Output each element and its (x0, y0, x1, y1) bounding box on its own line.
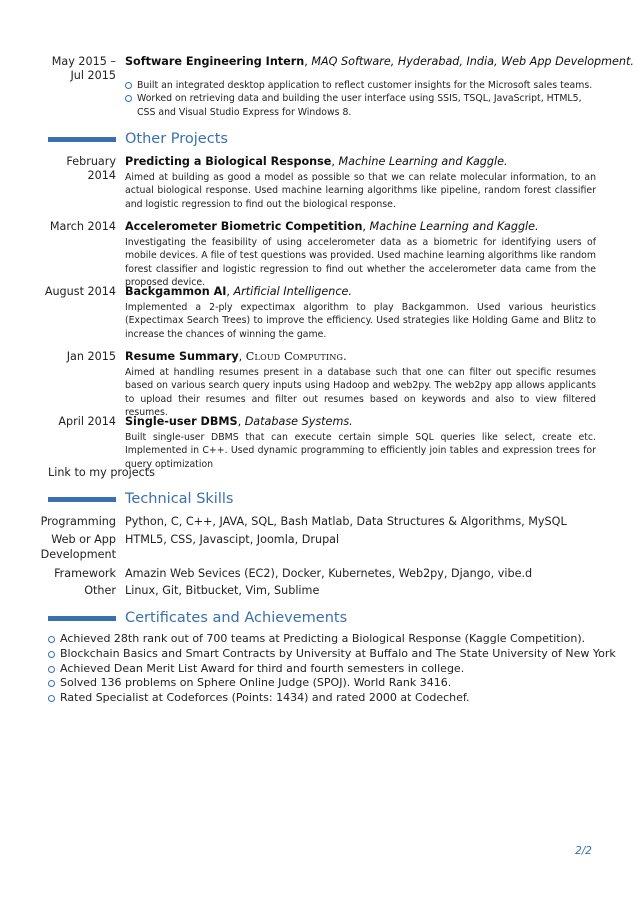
project-heading: Single-user DBMS, Database Systems. (125, 415, 353, 428)
certificates-list (48, 632, 616, 706)
section-bar (48, 616, 116, 621)
job-org: MAQ Software, Hyderabad, India, Web App Development. (311, 55, 634, 68)
cert-text: Achieved 28th rank out of 700 teams at Predicting a Biological Response (Kaggle Competition). (60, 632, 586, 645)
project-date-month: February (66, 155, 116, 168)
skill-value: HTML5, CSS, Javascipt, Joomla, Drupal (125, 533, 340, 546)
project-heading: Resume Summary, Cloud Computing. (125, 350, 347, 363)
job-bullet (125, 79, 596, 92)
job-date-end: Jul 2015 (70, 69, 116, 82)
project-subtitle: Machine Learning and Kaggle. (338, 155, 508, 168)
section-title: Technical Skills (125, 491, 234, 507)
job-heading: Software Engineering Intern, MAQ Software, Hyderabad, India, Web App Development. (125, 55, 634, 68)
skill-value: Linux, Git, Bitbucket, Vim, Sublime (125, 584, 320, 597)
cert-item (48, 691, 608, 706)
project-description: Aimed at handling resumes present in a database such that one can filter out specific resumes based on various search query inputs using Hadoop and web2py. The web2py app allows applicants to upload their resumes and filter out resumes based on keywords and also to view filtered resumes. (125, 367, 596, 418)
project-title: Backgammon AI (125, 285, 227, 298)
cert-text: Blockchain Basics and Smart Contracts by University at Buffalo and The State University of New York (60, 646, 616, 660)
project-date: April 2014 (58, 415, 116, 428)
project-title: Single-user DBMS (125, 415, 238, 428)
job-bullet-text: Built an integrated desktop application to reflect customer insights for the Microsoft sales teams. (137, 80, 593, 91)
skill-label-line: Web or App (51, 533, 116, 546)
skill-label: Programming (40, 515, 116, 528)
job-date-start: May 2015 – (51, 55, 116, 68)
project-heading: Accelerometer Biometric Competition, Machine Learning and Kaggle. (125, 220, 539, 233)
project-date: Jan 2015 (66, 350, 116, 363)
job-bullets (125, 79, 596, 119)
project-description: Built single-user DBMS that can execute certain simple SQL queries like select, create etc. Implemented in C++. Used dynamic programming to efficiently join tables and expression trees for query optimization (125, 432, 596, 470)
project-date: March 2014 (49, 220, 116, 233)
section-other-projects (40, 130, 596, 150)
bullet-circle-icon (48, 695, 55, 702)
job-entry (40, 55, 634, 119)
project-subtitle: Machine Learning and Kaggle. (369, 220, 539, 233)
project-title: Resume Summary (125, 350, 239, 363)
project-subtitle: Database Systems. (244, 415, 353, 428)
project-entry (40, 155, 596, 211)
cert-item (48, 662, 608, 677)
section-bar (48, 497, 116, 502)
bullet-circle-icon (48, 651, 55, 658)
skill-row (40, 532, 596, 561)
project-description: Implemented a 2-ply expectimax algorithm to play Backgammon. Used various heuristics (Expectimax Search Trees) to improve the efficiency. Used strategies like Holding Game and Blitz to increase the chances of winning the game. (125, 302, 596, 340)
project-entry (40, 415, 596, 471)
skill-label-line: Development (40, 548, 116, 561)
project-description: Aimed at building as good a model as possible so that we can relate molecular information, to an actual biological response. Used machine learning algorithms like pipeline, random forest classifier and logistic regression to find out the biological response. (125, 172, 596, 210)
section-certificates (40, 609, 596, 629)
section-title: Other Projects (125, 131, 228, 147)
skill-label (40, 532, 116, 562)
cert-text: Rated Specialist at Codeforces (Points: 1434) and rated 2000 at Codechef. (60, 691, 470, 705)
project-title: Accelerometer Biometric Competition (125, 220, 363, 233)
job-bullet (125, 92, 596, 119)
projects-link[interactable]: Link to my projects (48, 466, 155, 479)
job-bullet-text: Worked on retrieving data and building the user interface using SSIS, TSQL, JavaScript, HTML5, CSS and Visual Studio Express for Windows 8. (137, 93, 582, 118)
bullet-circle-icon (48, 636, 55, 643)
bullet-circle-icon (48, 680, 55, 687)
project-date-year: 2014 (87, 169, 116, 182)
cert-text: Solved 136 problems on Sphere Online Judge (SPOJ). World Rank 3416. (60, 676, 452, 690)
project-date: August 2014 (44, 285, 116, 298)
project-description: Investigating the feasibility of using accelerometer data as a biometric for identifying users of mobile devices. A file of test questions was provided. Used machine learning algorithms like random forest classifier and logistic regression to find out whether the accelerometer data came from the proposed device. (125, 237, 596, 288)
project-subtitle: Artificial Intelligence. (233, 285, 352, 298)
project-title: Predicting a Biological Response (125, 155, 332, 168)
skill-value: Amazin Web Sevices (EC2), Docker, Kubernetes, Web2py, Django, vibe.d (125, 567, 533, 580)
bullet-circle-icon (125, 82, 132, 89)
project-entry (40, 220, 596, 289)
section-bar (48, 137, 116, 142)
project-entry (40, 285, 596, 341)
project-date (40, 155, 116, 183)
job-title: Software Engineering Intern (125, 55, 305, 68)
skill-value: Python, C, C++, JAVA, SQL, Bash Matlab, Data Structures & Algorithms, MySQL (125, 515, 567, 528)
skill-row (40, 514, 596, 529)
cert-text: Achieved Dean Merit List Award for third and fourth semesters in college. (60, 661, 465, 675)
job-date (40, 55, 116, 83)
project-heading: Backgammon AI, Artificial Intelligence. (125, 285, 352, 298)
skill-label: Framework (54, 567, 116, 580)
skill-row (40, 566, 596, 581)
project-heading: Predicting a Biological Response, Machine Learning and Kaggle. (125, 155, 508, 168)
skill-row (40, 583, 596, 598)
bullet-circle-icon (125, 95, 132, 102)
section-technical-skills (40, 490, 596, 510)
project-subtitle: Cloud Computing. (245, 350, 347, 363)
cert-item (48, 632, 608, 647)
cert-item (48, 676, 608, 691)
skill-label: Other (84, 584, 116, 597)
project-entry (40, 350, 596, 419)
bullet-circle-icon (48, 666, 55, 673)
cert-item (48, 646, 616, 662)
section-title: Certificates and Achievements (125, 610, 348, 626)
page-number: 2/2 (575, 845, 592, 857)
